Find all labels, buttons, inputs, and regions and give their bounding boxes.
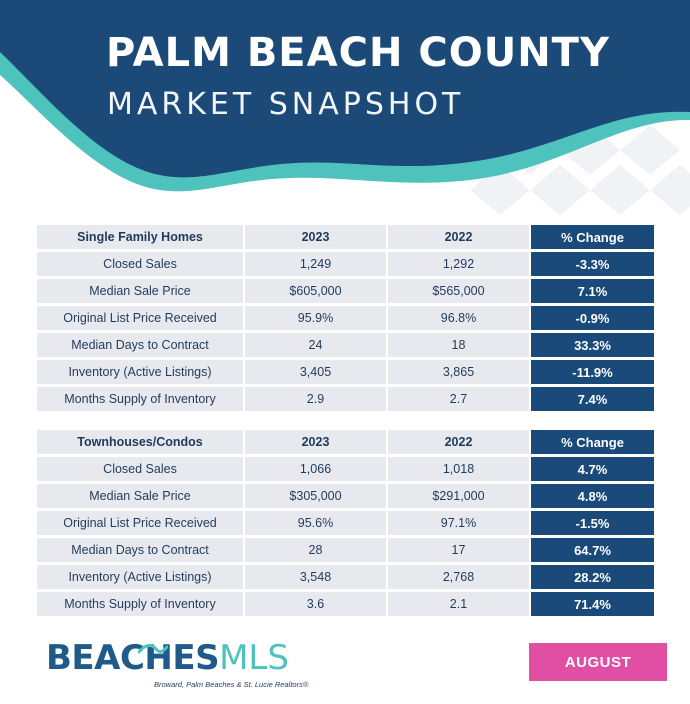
single-family-table — [35, 222, 656, 414]
value-2023: 3,548 — [245, 565, 386, 589]
table-row — [37, 511, 654, 535]
metric-label: Median Sale Price — [37, 484, 243, 508]
value-2023: 24 — [245, 333, 386, 357]
table-row — [37, 306, 654, 330]
value-2023: 95.6% — [245, 511, 386, 535]
value-2023: 3.6 — [245, 592, 386, 616]
logo-wave-icon — [138, 642, 168, 656]
percent-change: 71.4% — [531, 592, 654, 616]
metric-label: Closed Sales — [37, 252, 243, 276]
value-2023: 1,066 — [245, 457, 386, 481]
metric-label: Inventory (Active Listings) — [37, 360, 243, 384]
month-badge: AUGUST — [529, 643, 667, 681]
percent-change: -3.3% — [531, 252, 654, 276]
percent-change: 28.2% — [531, 565, 654, 589]
value-2022: 3,865 — [388, 360, 529, 384]
table-row — [37, 333, 654, 357]
table-row — [37, 592, 654, 616]
value-2022: 18 — [388, 333, 529, 357]
table-header-row — [37, 430, 654, 454]
header-cell: Townhouses/Condos — [37, 430, 243, 454]
metric-label: Closed Sales — [37, 457, 243, 481]
value-2022: 97.1% — [388, 511, 529, 535]
value-2022: $291,000 — [388, 484, 529, 508]
percent-change: 33.3% — [531, 333, 654, 357]
value-2023: 2.9 — [245, 387, 386, 411]
header-cell: % Change — [531, 225, 654, 249]
table-row — [37, 252, 654, 276]
percent-change: -11.9% — [531, 360, 654, 384]
page-subtitle: MARKET SNAPSHOT — [107, 87, 465, 122]
table-row — [37, 457, 654, 481]
percent-change: -1.5% — [531, 511, 654, 535]
value-2023: 1,249 — [245, 252, 386, 276]
header-cell: 2022 — [388, 430, 529, 454]
value-2023: $305,000 — [245, 484, 386, 508]
value-2023: 3,405 — [245, 360, 386, 384]
table-row — [37, 360, 654, 384]
value-2022: 17 — [388, 538, 529, 562]
value-2022: 2.1 — [388, 592, 529, 616]
logo-wordmark-light: MLS — [219, 638, 289, 678]
table-row — [37, 538, 654, 562]
logo-wordmark-bold: BEACHES — [46, 638, 220, 678]
value-2022: 2,768 — [388, 565, 529, 589]
metric-label: Original List Price Received — [37, 306, 243, 330]
metric-label: Months Supply of Inventory — [37, 592, 243, 616]
header-cell: 2022 — [388, 225, 529, 249]
header-cell: Single Family Homes — [37, 225, 243, 249]
metric-label: Median Days to Contract — [37, 333, 243, 357]
metric-label: Original List Price Received — [37, 511, 243, 535]
logo-tagline: Broward, Palm Beaches & St. Lucie Realtors® — [154, 680, 309, 689]
value-2023: 95.9% — [245, 306, 386, 330]
table-row — [37, 565, 654, 589]
beaches-mls-logo — [46, 640, 326, 692]
townhouses-condos-table — [35, 427, 656, 619]
logo-wordmark — [46, 640, 326, 676]
header-cell: % Change — [531, 430, 654, 454]
value-2023: 28 — [245, 538, 386, 562]
table-row — [37, 484, 654, 508]
table-row — [37, 387, 654, 411]
percent-change: -0.9% — [531, 306, 654, 330]
table-row — [37, 279, 654, 303]
header-cell: 2023 — [245, 225, 386, 249]
value-2023: $605,000 — [245, 279, 386, 303]
value-2022: 96.8% — [388, 306, 529, 330]
percent-change: 7.1% — [531, 279, 654, 303]
value-2022: 1,292 — [388, 252, 529, 276]
percent-change: 7.4% — [531, 387, 654, 411]
metric-label: Median Sale Price — [37, 279, 243, 303]
percent-change: 64.7% — [531, 538, 654, 562]
metric-label: Inventory (Active Listings) — [37, 565, 243, 589]
header-cell: 2023 — [245, 430, 386, 454]
percent-change: 4.8% — [531, 484, 654, 508]
metric-label: Months Supply of Inventory — [37, 387, 243, 411]
page-title: PALM BEACH COUNTY — [106, 30, 610, 76]
percent-change: 4.7% — [531, 457, 654, 481]
value-2022: 1,018 — [388, 457, 529, 481]
value-2022: $565,000 — [388, 279, 529, 303]
metric-label: Median Days to Contract — [37, 538, 243, 562]
table-header-row — [37, 225, 654, 249]
value-2022: 2.7 — [388, 387, 529, 411]
header-banner — [0, 0, 690, 215]
